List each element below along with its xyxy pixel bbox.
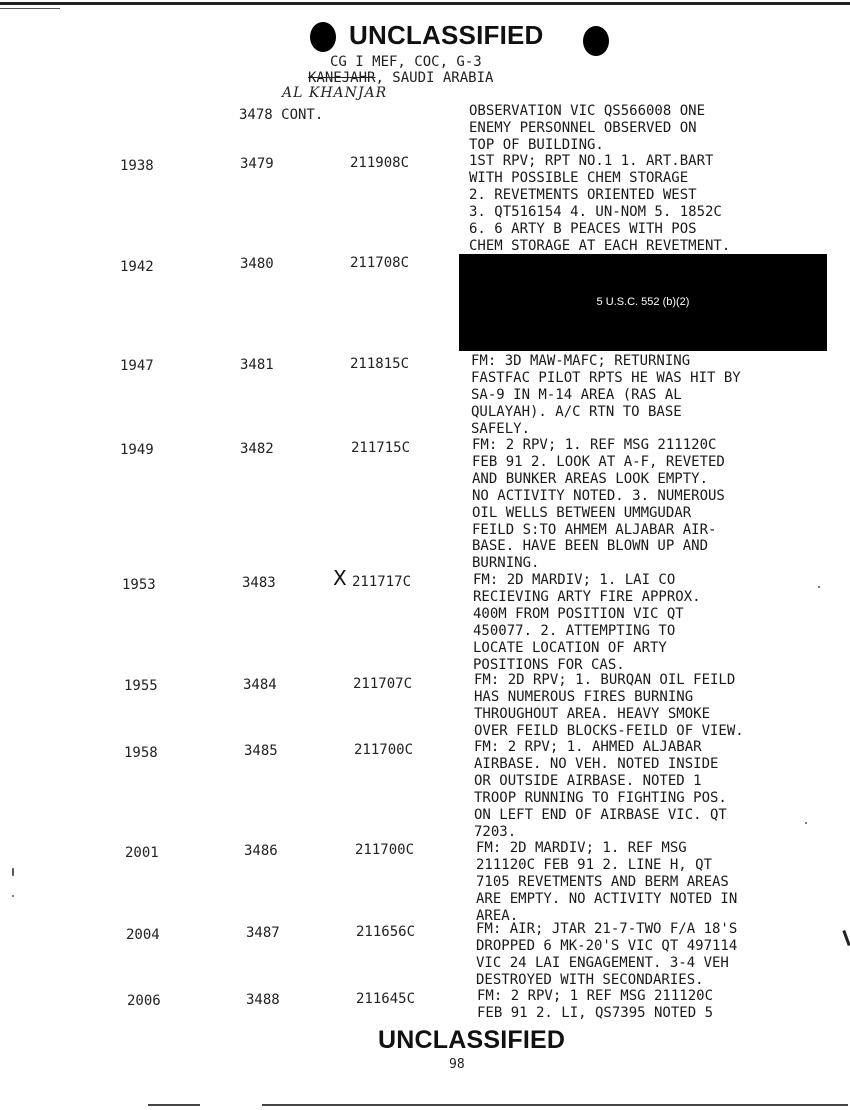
- scan-top-border: [0, 2, 850, 5]
- entry-dtg: 211707C: [353, 676, 413, 692]
- entry-dtg: 211815C: [350, 356, 410, 372]
- scan-speck: [12, 895, 14, 897]
- entry-time: 1955: [124, 678, 158, 694]
- entry-text: FM: 2 RPV; 1. REF MSG 211120C FEB 91 2. LOOK AT A-F, REVETED AND BUNKER AREAS LOOK EMPTY. NO ACTIVITY NOTED. 3. NUMEROUS OIL WELLS BETWEEN UMMGUDAR FEILD S:TO AHMEM ALJABAR AIR- BASE. HAVE BEEN BLOWN UP AND BURNING.: [472, 437, 725, 572]
- redaction-label: 5 U.S.C. 552 (b)(2): [596, 296, 690, 308]
- entry-time: 1947: [120, 358, 154, 374]
- unit-line: CG I MEF, COC, G-3: [330, 54, 482, 70]
- classification-top: UNCLASSIFIED: [349, 20, 544, 50]
- entry-time: 1942: [120, 259, 154, 275]
- location-struck: KANEJAHR: [308, 70, 376, 86]
- entry-text: FM: 2 RPV; 1. AHMED ALJABAR AIRBASE. NO VEH. NOTED INSIDE OR OUTSIDE AIRBASE. NOTED 1 TROOP RUNNING TO FIGHTING POS. ON LEFT END OF AIRBASE VIC. QT 7203.: [474, 739, 727, 840]
- classification-bottom: UNCLASSIFIED: [378, 1026, 566, 1054]
- entry-dtg: 211656C: [356, 924, 416, 940]
- entry-serial: 3485: [244, 743, 278, 759]
- entry-text: 1ST RPV; RPT NO.1 1. ART.BART WITH POSSIBLE CHEM STORAGE 2. REVETMENTS ORIENTED WEST 3. QT516154 4. UN-NOM 5. 1852C 6. 6 ARTY B PEACES WITH POS CHEM STORAGE AT EACH REVETMENT.: [469, 153, 731, 254]
- entry-time: 1949: [120, 442, 154, 458]
- entry-serial: 3483: [242, 575, 276, 591]
- entry-dtg: 211700C: [354, 742, 414, 758]
- entry-time: 2001: [125, 845, 159, 861]
- entry-dtg: 211708C: [350, 255, 410, 271]
- handwritten-correction: AL KHANJAR: [282, 85, 388, 101]
- entry-serial: 3487: [246, 925, 280, 941]
- scan-top-mark: [0, 8, 60, 9]
- entry-serial: 3481: [240, 357, 274, 373]
- continuation-text: OBSERVATION VIC QS566008 ONE ENEMY PERSONNEL OBSERVED ON TOP OF BUILDING.: [469, 103, 706, 153]
- entry-dtg: 211908C: [350, 155, 410, 171]
- entry-serial: 3484: [243, 677, 277, 693]
- entry-time: 2006: [127, 993, 161, 1009]
- entry-text: FM: 2D RPV; 1. BURQAN OIL FEILD HAS NUMEROUS FIRES BURNING THROUGHOUT AREA. HEAVY SMOKE OVER FEILD BLOCKS-FEILD OF VIEW.: [474, 672, 744, 739]
- entry-serial: 3479: [240, 156, 274, 172]
- handwritten-x-mark: X: [333, 566, 347, 590]
- scan-bottom-mark-left: [148, 1104, 200, 1106]
- entry-dtg: 211717C: [352, 574, 412, 590]
- entry-serial: 3488: [246, 992, 280, 1008]
- entry-text: FM: AIR; JTAR 21-7-TWO F/A 18'S DROPPED 6 MK-20'S VIC QT 497114 VIC 24 LAI ENGAGEMENT. 3-4 VEH DESTROYED WITH SECONDARIES.: [476, 921, 738, 988]
- entry-time: 2004: [126, 927, 160, 943]
- scan-speck: [805, 822, 807, 824]
- classification-dot-left: [310, 22, 336, 52]
- entry-serial: 3480: [240, 256, 274, 272]
- page-number: 98: [449, 1057, 465, 1072]
- classification-dot-right: [583, 26, 609, 56]
- entry-text: FM: 3D MAW-MAFC; RETURNING FASTFAC PILOT RPTS HE WAS HIT BY SA-9 IN M-14 AREA (RAS AL QULAYAH). A/C RTN TO BASE SAFELY.: [471, 353, 741, 437]
- location-rest: , SAUDI ARABIA: [375, 70, 494, 86]
- scan-bottom-border: [262, 1104, 848, 1106]
- entry-time: 1958: [124, 745, 158, 761]
- entry-text: FM: 2D MARDIV; 1. REF MSG 211120C FEB 91 2. LINE H, QT 7105 REVETMENTS AND BERM AREAS ARE EMPTY. NO ACTIVITY NOTED IN AREA.: [476, 840, 738, 924]
- scan-speck: [818, 586, 820, 588]
- entry-text: FM: 2 RPV; 1 REF MSG 211120C FEB 91 2. LI, QS7395 NOTED 5: [477, 988, 714, 1021]
- scan-mark-right: [842, 930, 850, 946]
- entry-serial: 3486: [244, 843, 278, 859]
- redaction-block: [459, 254, 827, 351]
- entry-serial: 3482: [240, 441, 274, 457]
- entry-time: 1953: [122, 577, 156, 593]
- entry-dtg: 211645C: [356, 991, 416, 1007]
- entry-dtg: 211715C: [351, 440, 411, 456]
- entry-dtg: 211700C: [355, 842, 415, 858]
- scan-speck: [12, 868, 14, 876]
- entry-text: FM: 2D MARDIV; 1. LAI CO RECIEVING ARTY FIRE APPROX. 400M FROM POSITION VIC QT 450077. 2. ATTEMPTING TO LOCATE LOCATION OF ARTY POSITIONS FOR CAS.: [473, 572, 701, 673]
- entry-time: 1938: [120, 158, 154, 174]
- continuation-label: 3478 CONT.: [239, 107, 324, 123]
